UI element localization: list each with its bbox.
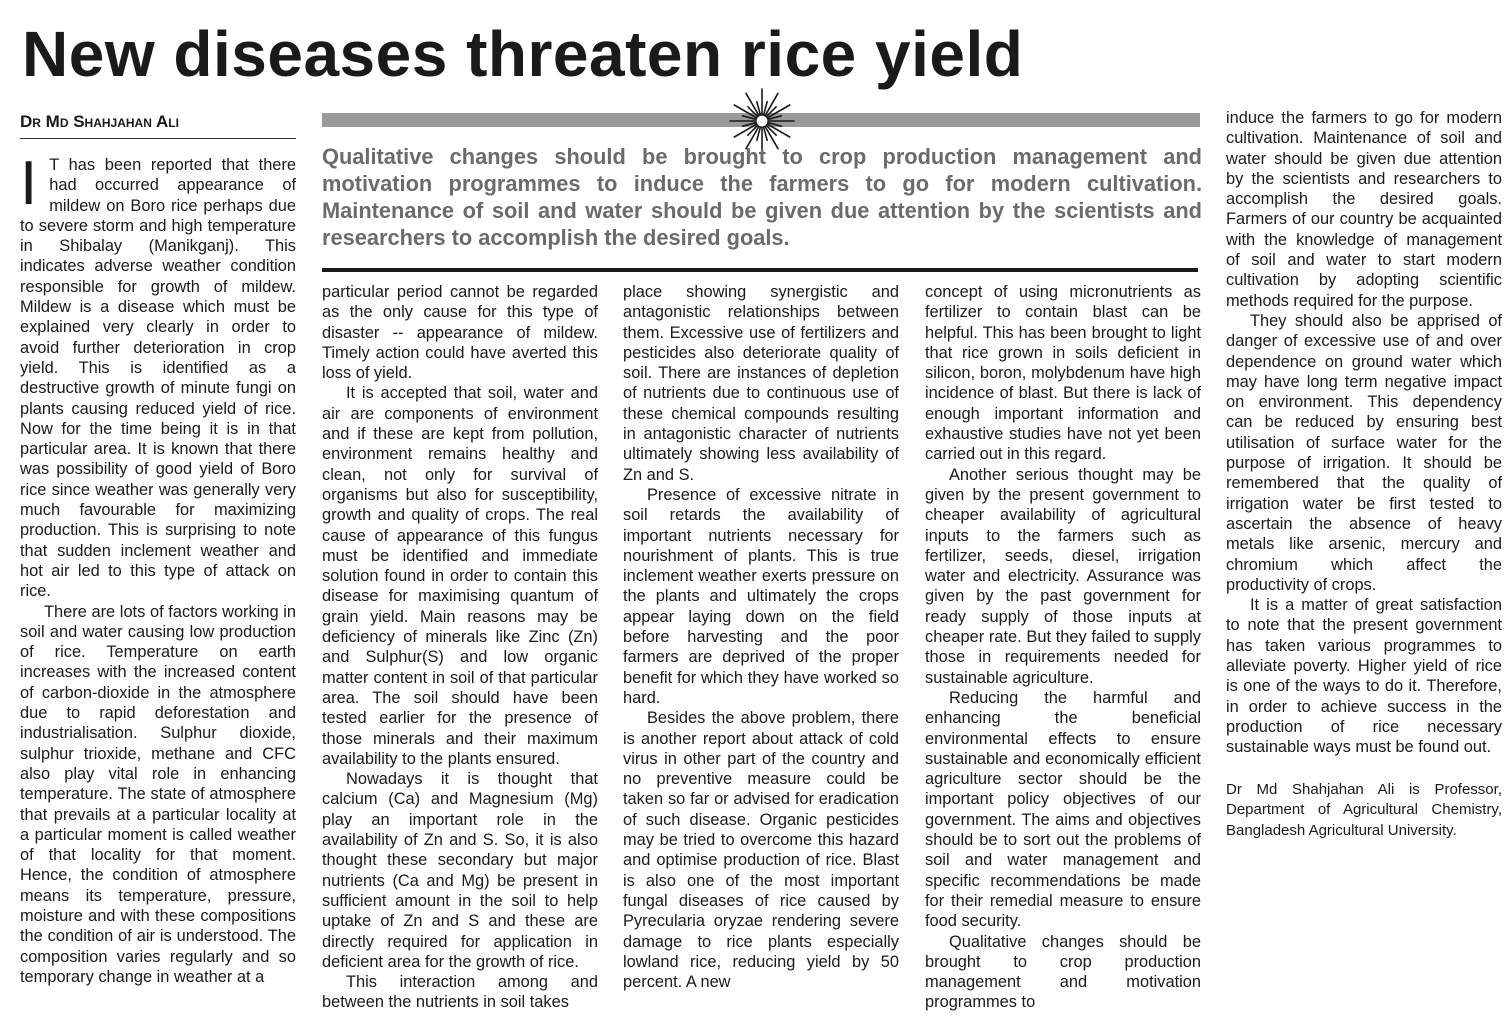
paragraph: place showing synergistic and antagonistic relationships between them. Excessive use of fertilizers and pesticides also deteriorate quality of soil. There are instances of depletion of nutrients due to continuous use of these chemical compounds resulting in antagonistic character of nutrients ultimately showing less availability of Zn and S.: [623, 283, 899, 484]
pull-quote-rule: [322, 268, 1198, 272]
paragraph: This interaction among and between the nutrients in soil takes: [322, 973, 598, 1012]
paragraph: There are lots of factors working in soil and water causing low production of rice. Temperature on earth increases with the increased content of carbon-dioxide in the atmosphere due to rapid deforestation and industrialisation. Sulphur dioxide, sulphur trioxide, methane and CFC also play vital role in enhancing temperature. The state of atmosphere that prevails at a particular locality at a particular moment is called weather of that locality for that moment. Hence, the condition of atmosphere means its temperature, pressure, moisture and with these compositions the condition of air is understood. The composition varies regularly and so temporary change in weather at a: [20, 602, 296, 986]
paragraph: It is a matter of great satisfaction to note that the present government has taken various programmes to alleviate poverty. Higher yield of rice is one of the ways to do it. Therefore, in order to achieve success in the production of rice necessary sustainable ways must be found out.: [1226, 596, 1502, 757]
paragraph: It is accepted that soil, water and air are components of environment and if these are kept from pollution, environment remains healthy and clean, not only for survival of organisms but also for susceptibility, growth and quality of crops. The real cause of appearance of this fungus must be identified and immediate solution found in order to contain this disease for maximising quantum of grain yield. Main reasons may be deficiency of minerals like Zinc (Zn) and Sulphur(S) and low organic matter content in soil of that particular area. The soil should have been tested earlier for the presence of those minerals and their maximum availability to the plants ensured.: [322, 384, 598, 768]
headline: New diseases threaten rice yield: [22, 18, 1024, 90]
article-column-4: [925, 282, 1201, 1027]
byline: [20, 110, 296, 134]
author-note: Dr Md Shahjahan Ali is Professor, Department of Agricultural Chemistry, Bangladesh Agricultural University.: [1226, 780, 1502, 839]
drop-cap: I: [20, 155, 38, 218]
byline-text: Dr Md Shahjahan Ali: [20, 112, 179, 131]
article-column-2: [322, 282, 598, 1027]
paragraph: Nowadays it is thought that calcium (Ca) and Magnesium (Mg) play an important role in the availability of Zn and S. So, it is also thought these secondary but major nutrients (Ca and Mg) be present in sufficient amount in the soil to help uptake of Zn and S and these are directly required for application in deficient area for the growth of rice.: [322, 770, 598, 971]
paragraph: Another serious thought may be given by the present government to cheaper availability of agricultural inputs to the farmers such as fertilizer, seeds, diesel, irrigation water and electricity. Assurance was given by the past government for ready supply of those inputs at cheaper rate. But they failed to supply those in requirements needed for sustainable agriculture.: [925, 465, 1201, 687]
article-column-1: [20, 155, 296, 1025]
paragraph: Besides the above problem, there is another report about attack of cold virus in other part of the country and no preventive measure could be taken so far or advised for eradication of such disease. Organic pesticides may be tried to overcome this hazard and optimise production of rice. Blast is also one of the most important fungal diseases of rice caused by Pyrecularia oryzae rendering severe damage to rice plants especially lowland rice, reducing yield by 50 percent. A new: [623, 709, 899, 992]
article-column-3: [623, 282, 899, 1027]
byline-rule: [20, 138, 296, 139]
paragraph: [20, 155, 296, 602]
paragraph: induce the farmers to go for modern cultivation. Maintenance of soil and water should be given due attention by the scientists and researchers to accomplish the desired goals. Farmers of our country be acquainted with the knowledge of management of soil and water to start modern cultivation by adopting scientific methods required for the purpose.: [1226, 109, 1502, 310]
paragraph: particular period cannot be regarded as the only cause for this type of disaster -- appearance of mildew. Timely action could have averted this loss of yield.: [322, 283, 598, 383]
paragraph: concept of using micronutrients as fertilizer to contain blast can be helpful. This has been brought to light that rice grown in soils deficient in silicon, boron, molybdenum have high incidence of blast. But there is lack of enough important information and exhaustive studies have not yet been carried out in this regard.: [925, 283, 1201, 464]
pull-quote: Qualitative changes should be brought to crop production management and motivation programmes to induce the farmers to go for modern cultivation. Maintenance of soil and water should be given due attention by the scientists and researchers to accomplish the desired goals.: [322, 144, 1202, 250]
paragraph-text: T has been reported that there had occurred appearance of mildew on Boro rice perhaps due to severe storm and high temperature in Shibalay (Manikganj). This indicates adverse weather condition responsible for growth of mildew. Mildew is a disease which must be explained very clearly in order to avoid further deterioration in crop yield. This is identified as a destructive growth of minute fungi on plants causing reduced yield of rice. Now for the time being it is in that particular area. It is known that there was possibility of good yield of Boro rice since weather was generally very much favourable for maximizing production. This is surprising to note that sudden inclement weather and hot air led to this type of attack on rice.: [20, 156, 296, 601]
article-column-5: [1226, 108, 1502, 1027]
paragraph: Presence of excessive nitrate in soil retards the availability of important nutrients necessary for nourishment of plants. This is true inclement weather exerts pressure on the plants and ultimately the crops appear laying down on the field before harvesting and the poor farmers are deprived of the proper benefit for which they have worked so hard.: [623, 485, 899, 707]
paragraph: They should also be apprised of danger of excessive use of and over dependence on ground water which may have long term negative impact on environment. This dependency can be reduced by ensuring best utilisation of surface water for the purpose of irrigation. It should be remembered that the quality of irrigation water be first tested to ascertain the absence of heavy metals like arsenic, mercury and chromium which affect the productivity of crops.: [1226, 311, 1502, 594]
paragraph: Qualitative changes should be brought to crop production management and motivation programmes to: [925, 932, 1201, 1012]
paragraph: Reducing the harmful and enhancing the beneficial environmental effects to ensure sustainable and economically efficient agriculture sector should be the important policy objectives of our government. The aims and objectives should be to sort out the problems of soil and water management and specific recommendations be made for their remedial measure to ensure food security.: [925, 688, 1201, 931]
